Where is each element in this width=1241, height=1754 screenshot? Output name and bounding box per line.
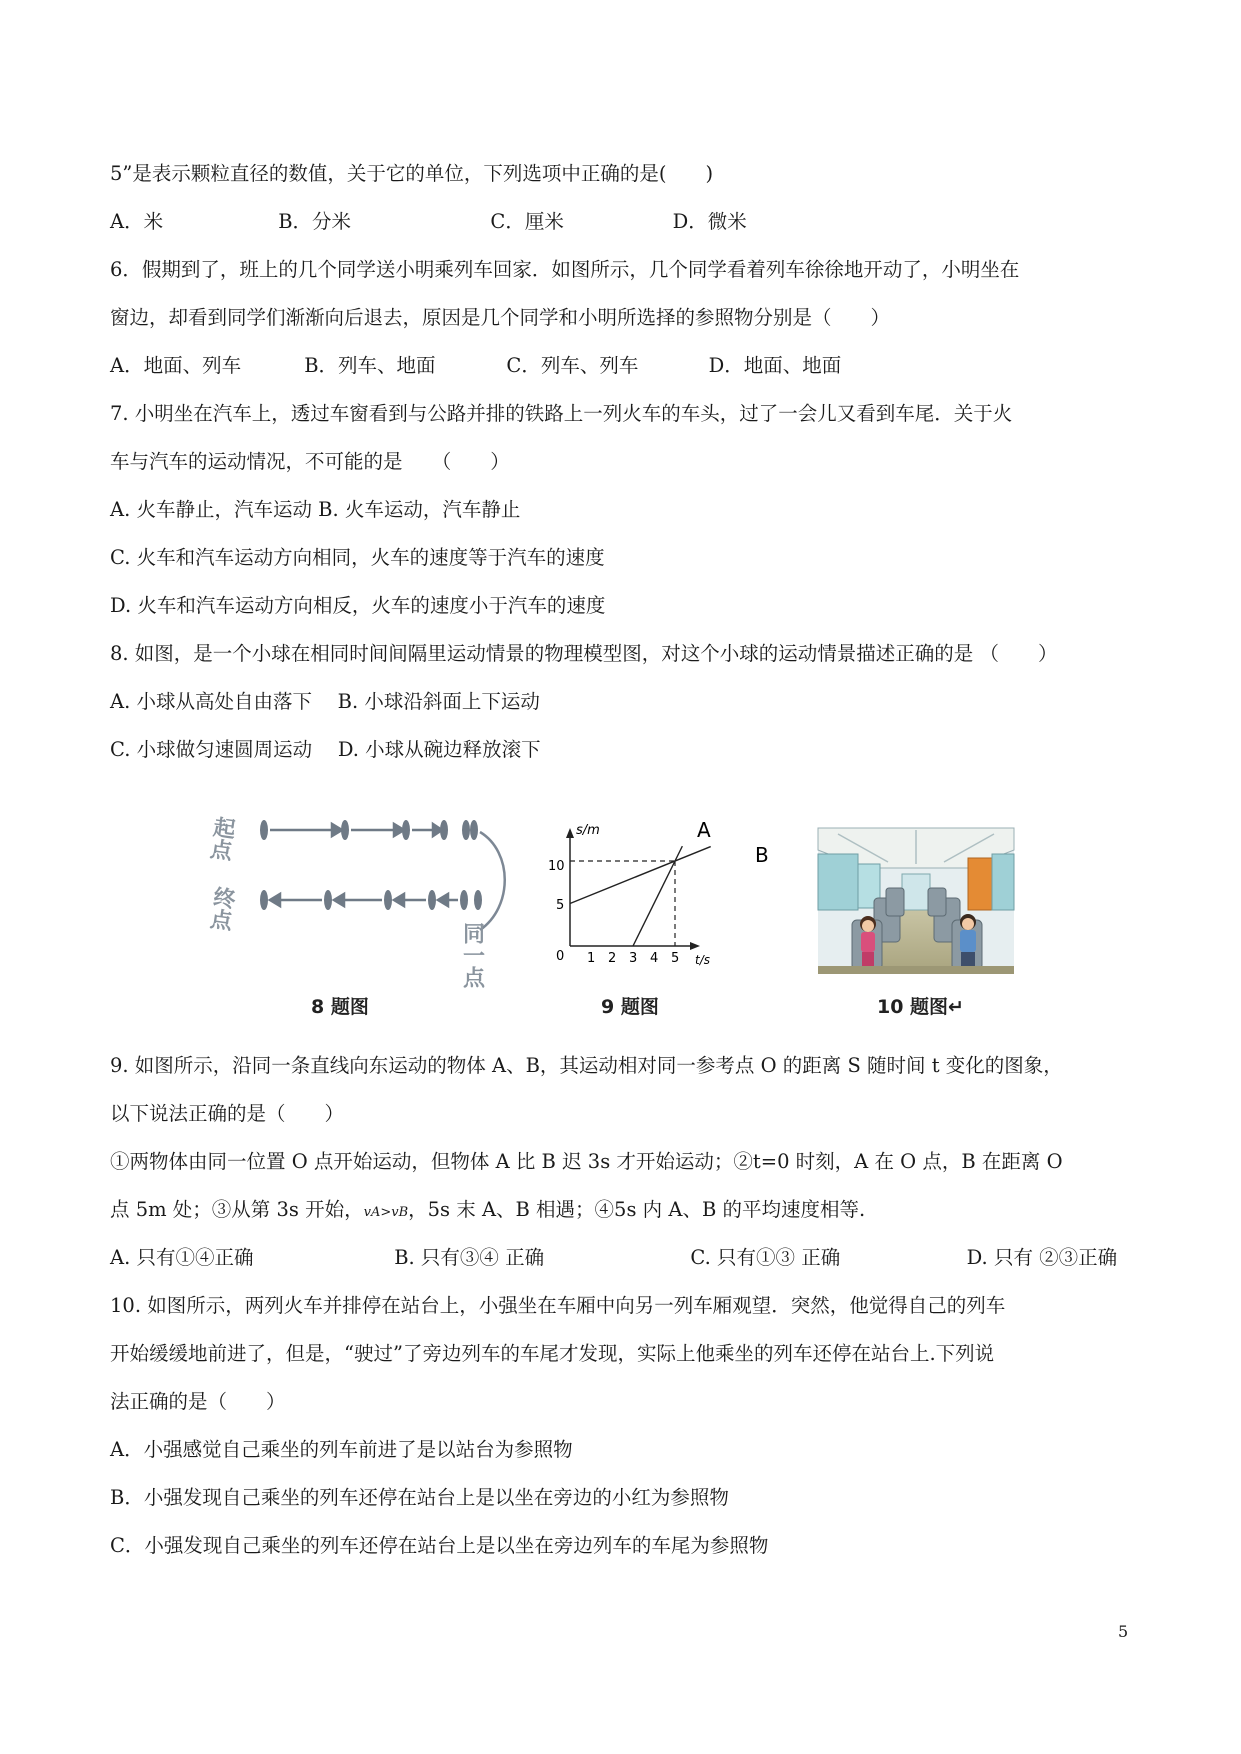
fig9-line-b-label: B [755, 843, 769, 867]
fig9-x-tick: 5 [671, 951, 680, 966]
q9-line-4-part-a: 点 5m 处；③从第 3s 开始， [110, 1198, 364, 1221]
fig9-x-tick: 1 [587, 951, 596, 966]
q6-option-b: B．列车、地面 [304, 354, 436, 377]
q10-line-1: 10. 如图所示，两列火车并排停在站台上，小强坐在车厢中向另一列车厢观望．突然，他觉得自己的列车 [110, 1294, 1006, 1317]
q9-velocity-formula: vA>vB [363, 1205, 409, 1220]
q10-line-3: 法正确的是（ ） [110, 1390, 286, 1413]
q7-line-1: 7. 小明坐在汽车上，透过车窗看到与公路并排的铁路上一列火车的车头，过了一会儿又看到车尾．关于火 [110, 402, 1013, 425]
q9-line-3: ①两物体由同一位置 O 点开始运动，但物体 A 比 B 迟 3s 才开始运动；②t=0 时刻，A 在 O 点，B 在距离 O [110, 1150, 1063, 1173]
fig9-series-line-b [570, 847, 711, 904]
fig9-x-tick: 4 [650, 951, 659, 966]
q8-options-ab: A. 小球从高处自由落下 B. 小球沿斜面上下运动 [110, 690, 540, 713]
figure-8 [205, 812, 520, 988]
q5-option-a: A．米 [110, 210, 164, 233]
fig9-x-tick: 3 [629, 951, 638, 966]
q6-line-1: 6．假期到了，班上的几个同学送小明乘列车回家．如图所示，几个同学看着列车徐徐地开动了，小明坐在 [110, 258, 1020, 281]
q5-option-c: C．厘米 [490, 210, 564, 233]
fig8-upper-arrows [270, 824, 442, 836]
q10-line-2: 开始缓缓地前进了，但是，“驶过”了旁边列车的车尾才发现，实际上他乘坐的列车还停在站台上.下列说 [110, 1342, 995, 1365]
fig10-boy-figure [960, 914, 976, 966]
q9-line-4 [110, 1198, 865, 1225]
q9-line-1: 9. 如图所示，沿同一条直线向东运动的物体 A、B，其运动相对同一参考点 O 的距离 S 随时间 t 变化的图象， [110, 1054, 1063, 1077]
q5-option-b: B．分米 [278, 210, 352, 233]
q10-option-b: B．小强发现自己乘坐的列车还停在站台上是以坐在旁边的小红为参照物 [110, 1486, 729, 1509]
q10-option-c: C．小强发现自己乘坐的列车还停在站台上是以坐在旁边列车的车尾为参照物 [110, 1534, 769, 1557]
q6-options [110, 354, 841, 378]
q9-option-d: D. 只有 ②③正确 [966, 1246, 1118, 1269]
fig9-y-tick-5: 5 [556, 898, 565, 913]
fig10-girl-figure [860, 916, 876, 966]
q9-option-c: C. 只有①③ 正确 [690, 1246, 841, 1269]
figure-10-train-interior [818, 828, 1014, 974]
q6-option-d: D．地面、地面 [708, 354, 842, 377]
fig10-caption: 10 题图↵ [877, 996, 964, 1018]
q8-options-cd: C. 小球做匀速圆周运动 D. 小球从碗边释放滚下 [110, 738, 541, 761]
fig8-same-point-label: 同一点 [459, 922, 485, 988]
fig8-caption: 8 题图 [311, 996, 369, 1018]
fig8-start-label: 起点 [205, 814, 237, 862]
q5-options [110, 210, 747, 234]
q5-option-d: D．微米 [672, 210, 747, 233]
fig9-y-axis-label: s/m [576, 823, 600, 838]
q6-option-c: C．列车、列车 [506, 354, 639, 377]
q6-option-a: A．地面、列车 [110, 354, 242, 377]
fig8-end-label: 终点 [205, 884, 237, 932]
q7-options-ab: A. 火车静止，汽车运动 B. 火车运动，汽车静止 [110, 498, 521, 521]
q9-options [110, 1246, 1117, 1270]
q8-line-1: 8. 如图，是一个小球在相同时间间隔里运动情景的物理模型图，对这个小球的运动情景描述正确的是 （ ） [110, 642, 1058, 665]
fig9-x-axis-label: t/s [695, 953, 710, 967]
q9-option-a: A. 只有①④正确 [110, 1246, 254, 1269]
figure-9 [548, 810, 802, 970]
q5-stem: 5”是表示颗粒直径的数值，关于它的单位，下列选项中正确的是( ) [110, 162, 714, 185]
q7-option-d: D. 火车和汽车运动方向相反，火车的速度小于汽车的速度 [110, 594, 606, 617]
q6-line-2: 窗边，却看到同学们渐渐向后退去，原因是几个同学和小明所选择的参照物分别是（ ） [110, 306, 891, 329]
q9-line-2: 以下说法正确的是（ ） [110, 1102, 345, 1125]
q9-line-4-part-b: ，5s 末 A、B 相遇；④5s 内 A、B 的平均速度相等. [408, 1198, 866, 1221]
fig9-y-tick-10: 10 [548, 859, 565, 874]
page-number: 5 [1118, 1622, 1129, 1641]
fig9-y-tick-0: 0 [556, 949, 565, 964]
q9-option-b: B. 只有③④ 正确 [394, 1246, 545, 1269]
q7-line-2: 车与汽车的运动情况，不可能的是 （ ） [110, 450, 510, 473]
fig9-x-tick: 2 [608, 951, 617, 966]
q7-option-c: C. 火车和汽车运动方向相同，火车的速度等于汽车的速度 [110, 546, 605, 569]
fig9-caption: 9 题图 [601, 996, 659, 1018]
fig9-line-a-label: A [697, 818, 711, 842]
q10-option-a: A．小强感觉自己乘坐的列车前进了是以站台为参照物 [110, 1438, 573, 1461]
